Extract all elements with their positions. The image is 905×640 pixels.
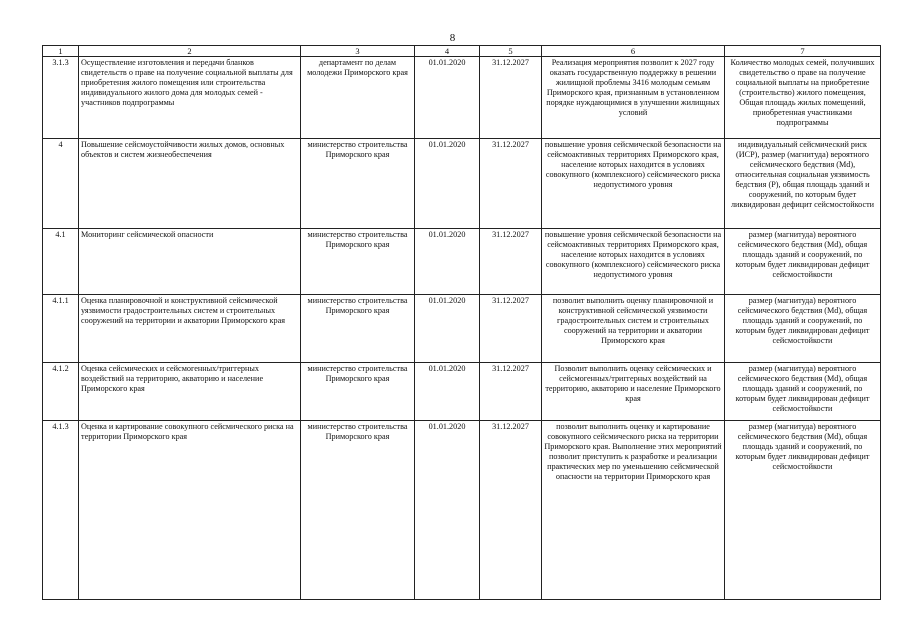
cell-number: 4 bbox=[43, 139, 79, 229]
column-header: 7 bbox=[725, 46, 881, 57]
cell-start-date: 01.01.2020 bbox=[415, 421, 480, 600]
cell-measure-name: Оценка и картирование совокупного сейсмического риска на территории Приморского края bbox=[79, 421, 301, 600]
column-header: 3 bbox=[301, 46, 415, 57]
table-row bbox=[43, 295, 881, 363]
cell-measure-name: Оценка сейсмических и сейсмогенных/триггерных воздействий на территорию, акваторию и население Приморского края bbox=[79, 363, 301, 421]
table-row bbox=[43, 229, 881, 295]
cell-start-date: 01.01.2020 bbox=[415, 229, 480, 295]
cell-executor: министерство строительства Приморского края bbox=[301, 421, 415, 600]
cell-start-date: 01.01.2020 bbox=[415, 57, 480, 139]
cell-indicator: размер (магнитуда) вероятного сейсмического бедствия (Md), общая площадь зданий и сооружений, по которым будет ликвидирован дефицит сейсмостойкости bbox=[725, 363, 881, 421]
column-number-row bbox=[43, 46, 881, 57]
cell-end-date: 31.12.2027 bbox=[480, 421, 542, 600]
cell-measure-name: Оценка планировочной и конструктивной сейсмической уязвимости градостроительных систем и строительных сооружений на территории и акватории Приморского края bbox=[79, 295, 301, 363]
page-number: 8 bbox=[449, 32, 456, 44]
cell-end-date: 31.12.2027 bbox=[480, 363, 542, 421]
cell-end-date: 31.12.2027 bbox=[480, 139, 542, 229]
column-header: 4 bbox=[415, 46, 480, 57]
cell-start-date: 01.01.2020 bbox=[415, 139, 480, 229]
cell-executor: министерство строительства Приморского края bbox=[301, 363, 415, 421]
cell-number: 4.1.2 bbox=[43, 363, 79, 421]
cell-indicator: размер (магнитуда) вероятного сейсмического бедствия (Md), общая площадь зданий и сооружений, по которым будет ликвидирован дефицит сейсмостойкости bbox=[725, 295, 881, 363]
cell-start-date: 01.01.2020 bbox=[415, 363, 480, 421]
cell-number: 4.1 bbox=[43, 229, 79, 295]
column-header: 5 bbox=[480, 46, 542, 57]
cell-executor: министерство строительства Приморского края bbox=[301, 295, 415, 363]
cell-end-date: 31.12.2027 bbox=[480, 57, 542, 139]
cell-indicator: размер (магнитуда) вероятного сейсмического бедствия (Md), общая площадь зданий и сооружений, по которым будет ликвидирован дефицит сейсмостойкости bbox=[725, 421, 881, 600]
cell-expected-result: повышение уровня сейсмической безопасности на сейсмоактивных территориях Приморского края, население которых находится в условиях совокупного (комплексного) сейсмического риска недопустимого уровня bbox=[542, 229, 725, 295]
cell-number: 3.1.3 bbox=[43, 57, 79, 139]
table-row bbox=[43, 139, 881, 229]
cell-expected-result: повышение уровня сейсмической безопасности на сейсмоактивных территориях Приморского края, население которых находится в условиях совокупного (комплексного) сейсмического риска недопустимого уровня bbox=[542, 139, 725, 229]
cell-indicator: Количество молодых семей, получивших свидетельство о праве на получение социальной выплаты на приобретение (строительство) жилого помещения, Общая площадь жилых помещений, приобретенная участниками подпрограммы bbox=[725, 57, 881, 139]
cell-executor: департамент по делам молодежи Приморского края bbox=[301, 57, 415, 139]
cell-expected-result: позволит выполнить оценку и картирование совокупного сейсмического риска на территории Приморского края. Выполнение этих мероприятий позволит приступить к разработке и реализации практических мер по уменьшению сейсмической опасности на территории Приморского края bbox=[542, 421, 725, 600]
cell-number: 4.1.3 bbox=[43, 421, 79, 600]
cell-end-date: 31.12.2027 bbox=[480, 295, 542, 363]
cell-measure-name: Мониторинг сейсмической опасности bbox=[79, 229, 301, 295]
table-row bbox=[43, 57, 881, 139]
column-header: 2 bbox=[79, 46, 301, 57]
cell-expected-result: Реализация мероприятия позволит к 2027 году оказать государственную поддержку в решении жилищной проблемы 3416 молодым семьям Приморского края, признанным в установленном порядке нуждающимися в улучшении жилищных условий bbox=[542, 57, 725, 139]
cell-start-date: 01.01.2020 bbox=[415, 295, 480, 363]
column-header: 6 bbox=[542, 46, 725, 57]
cell-expected-result: Позволит выполнить оценку сейсмических и сейсмогенных/триггерных воздействий на территорию, акваторию и население Приморского края bbox=[542, 363, 725, 421]
cell-measure-name: Повышение сейсмоустойчивости жилых домов, основных объектов и систем жизнеобеспечения bbox=[79, 139, 301, 229]
program-measures-table bbox=[42, 45, 881, 600]
cell-end-date: 31.12.2027 bbox=[480, 229, 542, 295]
cell-indicator: размер (магнитуда) вероятного сейсмического бедствия (Md), общая площадь зданий и сооружений, по которым будет ликвидирован дефицит сейсмостойкости bbox=[725, 229, 881, 295]
cell-number: 4.1.1 bbox=[43, 295, 79, 363]
table-row bbox=[43, 421, 881, 600]
table-row bbox=[43, 363, 881, 421]
cell-executor: министерство строительства Приморского края bbox=[301, 139, 415, 229]
column-header: 1 bbox=[43, 46, 79, 57]
cell-expected-result: позволит выполнить оценку планировочной и конструктивной сейсмической уязвимости градостроительных систем и строительных сооружений на территории и акватории Приморского края bbox=[542, 295, 725, 363]
cell-executor: министерство строительства Приморского края bbox=[301, 229, 415, 295]
cell-indicator: индивидуальный сейсмический риск (ИСР), размер (магнитуда) вероятного сейсмического бедствия (Md), относительная социальная уязвимость бедствия (Р), общая площадь зданий и сооружений, по которым будет ликвидирован дефицит сейсмостойкости bbox=[725, 139, 881, 229]
cell-measure-name: Осуществление изготовления и передачи бланков свидетельств о праве на получение социальной выплаты для приобретения жилого помещения или строительства индивидуального жилого дома для молодых семей - участников подпрограммы bbox=[79, 57, 301, 139]
